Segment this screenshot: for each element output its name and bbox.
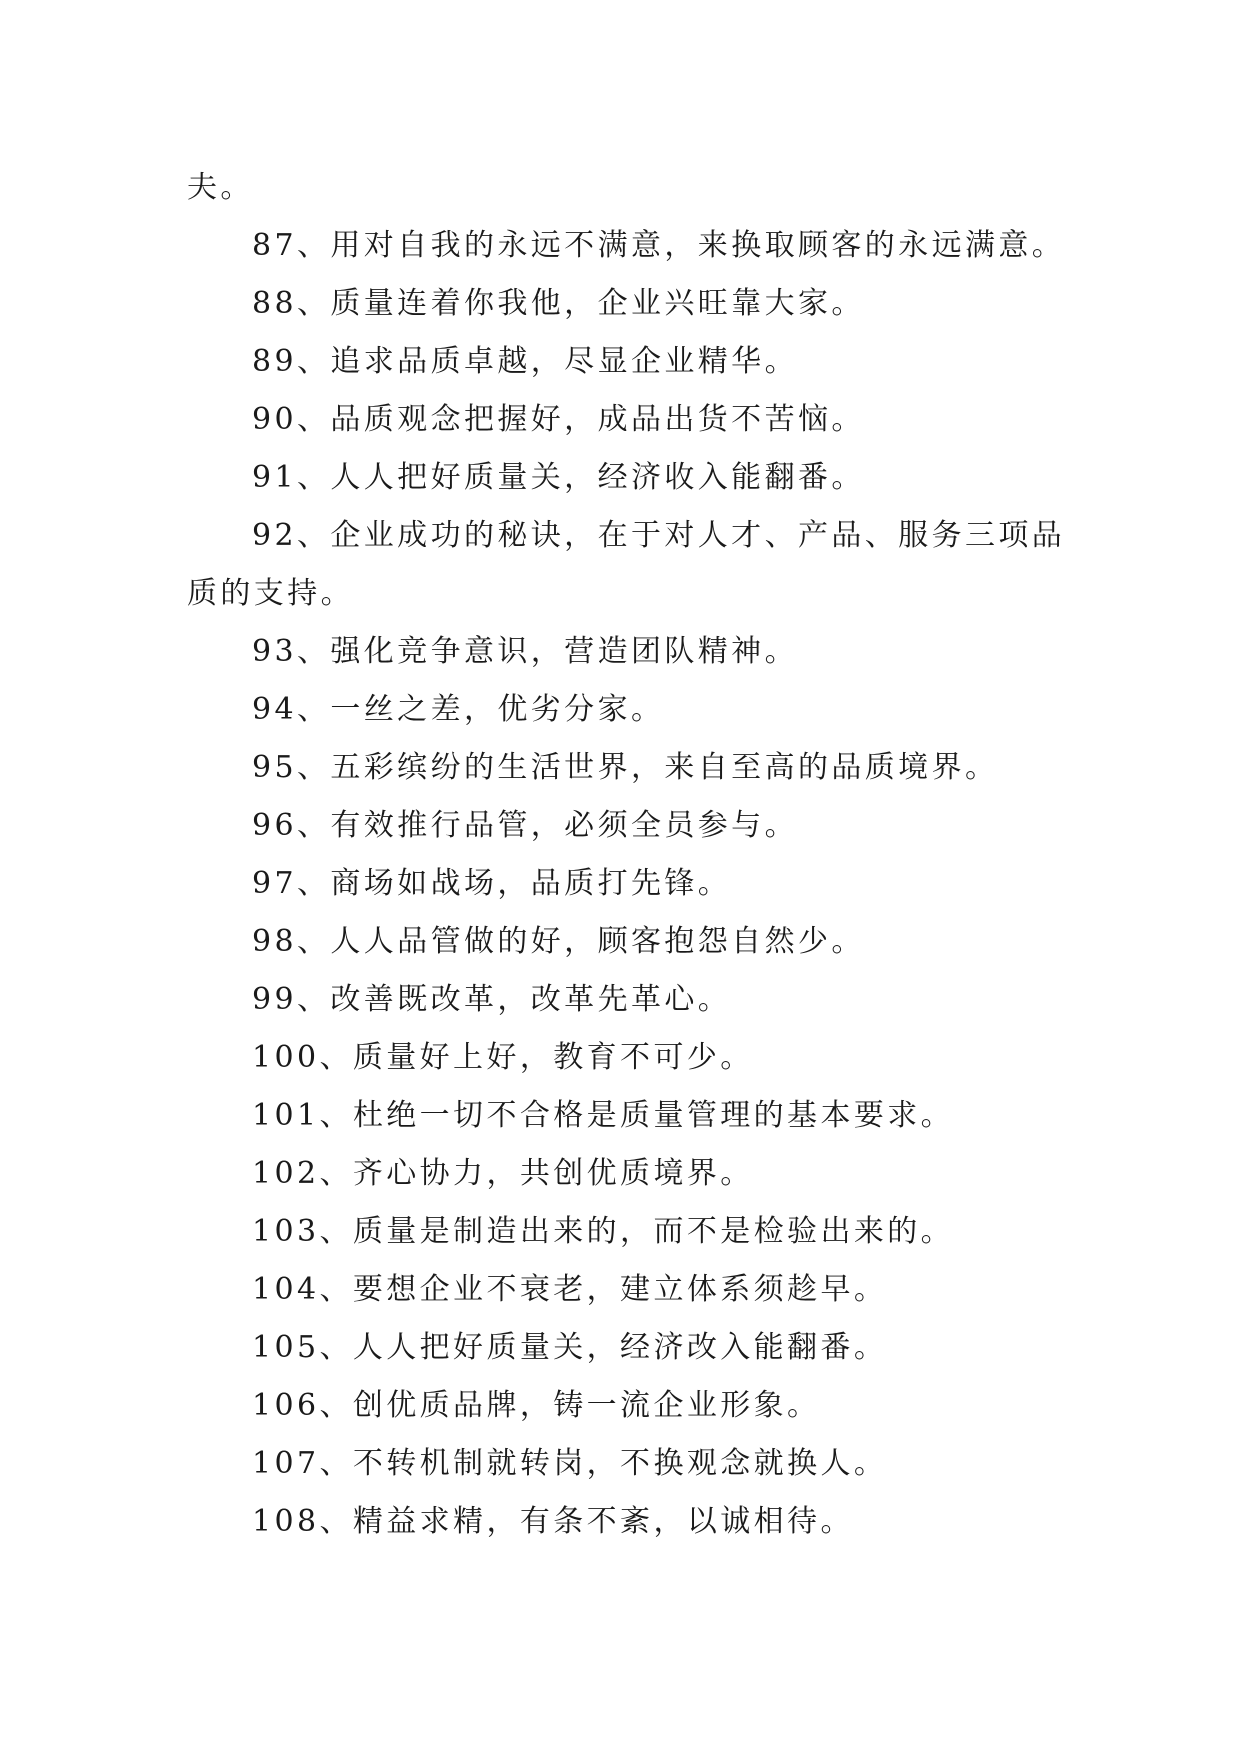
slogan-101: 101、杜绝一切不合格是质量管理的基本要求。 [252, 1098, 955, 1133]
document-body [187, 159, 1066, 1551]
slogan-103: 103、质量是制造出来的，而不是检验出来的。 [252, 1214, 955, 1249]
slogan-100: 100、质量好上好，教育不可少。 [252, 1040, 754, 1075]
slogan-89: 89、追求品质卓越，尽显企业精华。 [252, 344, 798, 379]
slogan-102: 102、齐心协力，共创优质境界。 [252, 1156, 754, 1191]
paragraph-continuation: 夫。 [187, 170, 254, 205]
slogan-93: 93、强化竞争意识，营造团队精神。 [252, 634, 798, 669]
slogan-91: 91、人人把好质量关，经济收入能翻番。 [252, 460, 865, 495]
slogan-87: 87、用对自我的永远不满意，来换取顾客的永远满意。 [252, 228, 1066, 263]
slogan-99: 99、改善既改革，改革先革心。 [252, 982, 732, 1017]
slogan-90: 90、品质观念把握好，成品出货不苦恼。 [252, 402, 865, 437]
slogan-106: 106、创优质品牌，铸一流企业形象。 [252, 1388, 821, 1423]
slogan-108: 108、精益求精，有条不紊，以诚相待。 [252, 1504, 854, 1539]
slogan-104: 104、要想企业不衰老，建立体系须趁早。 [252, 1272, 888, 1307]
slogan-98: 98、人人品管做的好，顾客抱怨自然少。 [252, 924, 865, 959]
slogan-96: 96、有效推行品管，必须全员参与。 [252, 808, 798, 843]
slogan-88: 88、质量连着你我他，企业兴旺靠大家。 [252, 286, 865, 321]
slogan-105: 105、人人把好质量关，经济改入能翻番。 [252, 1330, 888, 1365]
slogan-92-continuation: 质的支持。 [187, 576, 354, 611]
slogan-92: 92、企业成功的秘诀，在于对人才、产品、服务三项品 [252, 518, 1066, 553]
slogan-94: 94、一丝之差，优劣分家。 [252, 692, 665, 727]
slogan-95: 95、五彩缤纷的生活世界，来自至高的品质境界。 [252, 750, 999, 785]
slogan-107: 107、不转机制就转岗，不换观念就换人。 [252, 1446, 888, 1481]
slogan-97: 97、商场如战场，品质打先锋。 [252, 866, 732, 901]
